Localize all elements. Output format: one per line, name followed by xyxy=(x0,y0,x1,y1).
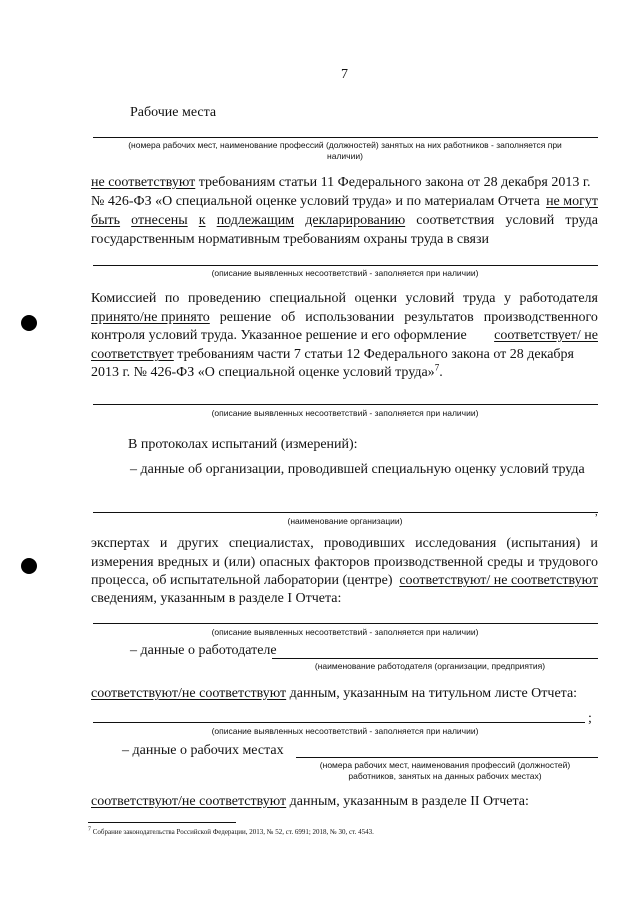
paragraph-line: № 426-ФЗ «О специальной оценке условий труда» и по материалам Отчета не могут xyxy=(91,194,598,209)
discrepancy-caption: (описание выявленных несоответствий - заполняется при наличии) xyxy=(211,408,479,418)
org-data-item: – данные об организации, проводившей специальную оценку условий труда xyxy=(130,462,585,477)
paragraph-line: экспертах и других специалистах, проводивших исследования (испытания) и xyxy=(91,536,598,551)
paragraph-line: соответствуют/не соответствуют данным, указанным на титульном листе Отчета: xyxy=(91,686,578,701)
fill-line xyxy=(272,658,598,659)
paragraph-line: измерения вредных и (или) опасных факторов производственной среды и трудового xyxy=(91,555,598,570)
fill-line xyxy=(93,404,598,405)
comply-underlined: соответствуют/не соответствуют xyxy=(91,686,287,701)
org-name-caption: (наименование организации) xyxy=(287,516,403,526)
paragraph-line: процесса, об испытательной лаборатории (центре) соответствуют/ не соответствуют xyxy=(91,573,598,588)
not-comply-underlined: не соответствуют xyxy=(91,175,196,190)
page-number: 7 xyxy=(341,67,348,82)
paragraph-line: Комиссией по проведению специальной оценки условий труда у работодателя xyxy=(91,291,598,306)
protocols-heading: В протоколах испытаний (измерений): xyxy=(128,437,358,452)
footnote-ref: 7 xyxy=(434,362,440,373)
cannot-underlined: не могут xyxy=(546,194,598,209)
complies-underlined: соответствует/ не xyxy=(494,328,598,343)
employer-data-item: – данные о работодателе xyxy=(130,643,277,658)
employer-name-caption: (наименование работодателя (организации, предприятия) xyxy=(314,661,546,671)
paragraph-line: контроля условий труда. Указанное решение и его оформление соответствует/ не xyxy=(91,328,598,343)
comply-underlined: соответствуют/не соответствуют xyxy=(91,794,287,809)
accepted-underlined: принято/не принято xyxy=(91,310,210,325)
paragraph-line: принято/не принято решение об использовании результатов производственного xyxy=(91,310,598,325)
fill-line xyxy=(296,757,598,758)
workplace-data-item: – данные о рабочих местах xyxy=(122,743,284,758)
paragraph-line: соответствует требованиям части 7 статьи 12 Федерального закона от 28 декабря xyxy=(91,347,574,362)
paragraph-line: соответствуют/не соответствуют данным, указанным в разделе II Отчета: xyxy=(91,794,529,809)
comply-underlined: соответствуют/ не соответствуют xyxy=(399,573,598,588)
fill-line xyxy=(93,512,598,513)
fill-line xyxy=(93,722,585,723)
discrepancy-caption: (описание выявленных несоответствий - заполняется при наличии) xyxy=(211,627,479,637)
fill-line xyxy=(93,265,598,266)
workplace-caption-line2: работников, занятых на данных рабочих местах) xyxy=(348,771,542,781)
paragraph-line: государственным нормативным требованиям охраны труда в связи xyxy=(91,232,490,247)
punch-hole xyxy=(21,558,37,574)
workplace-caption-line1: (номера рабочих мест, наименования профессий (должностей) xyxy=(319,760,571,770)
paragraph-line: быть отнесены к подлежащим декларированию соответствия условий труда xyxy=(91,213,598,228)
fill-line xyxy=(93,137,598,138)
discrepancy-caption: (описание выявленных несоответствий - заполняется при наличии) xyxy=(211,726,479,736)
workplaces-caption-line1: (номера рабочих мест, наименование профессий (должностей) занятых на них работников - заполняется при xyxy=(128,140,562,150)
paragraph-line: 2013 г. № 426-ФЗ «О специальной оценке условий труда»$^7$. xyxy=(91,362,443,380)
paragraph-line: сведениям, указанным в разделе I Отчета: xyxy=(91,591,342,606)
discrepancy-caption: (описание выявленных несоответствий - заполняется при наличии) xyxy=(211,268,479,278)
semicolon: ; xyxy=(588,711,592,726)
fill-line xyxy=(93,623,598,624)
workplaces-caption-line2: наличии) xyxy=(327,151,363,161)
punch-hole xyxy=(21,315,37,331)
footnote-separator xyxy=(88,822,236,823)
footnote: $^7$ Собрание законодательства Российской Федерации, 2013, № 52, ст. 6991; 2018, № 30, ст. 4543. xyxy=(88,826,374,836)
workplaces-heading: Рабочие места xyxy=(130,105,217,120)
paragraph-line: не соответствуют требованиям статьи 11 Федерального закона от 28 декабря 2013 г. xyxy=(91,175,591,190)
